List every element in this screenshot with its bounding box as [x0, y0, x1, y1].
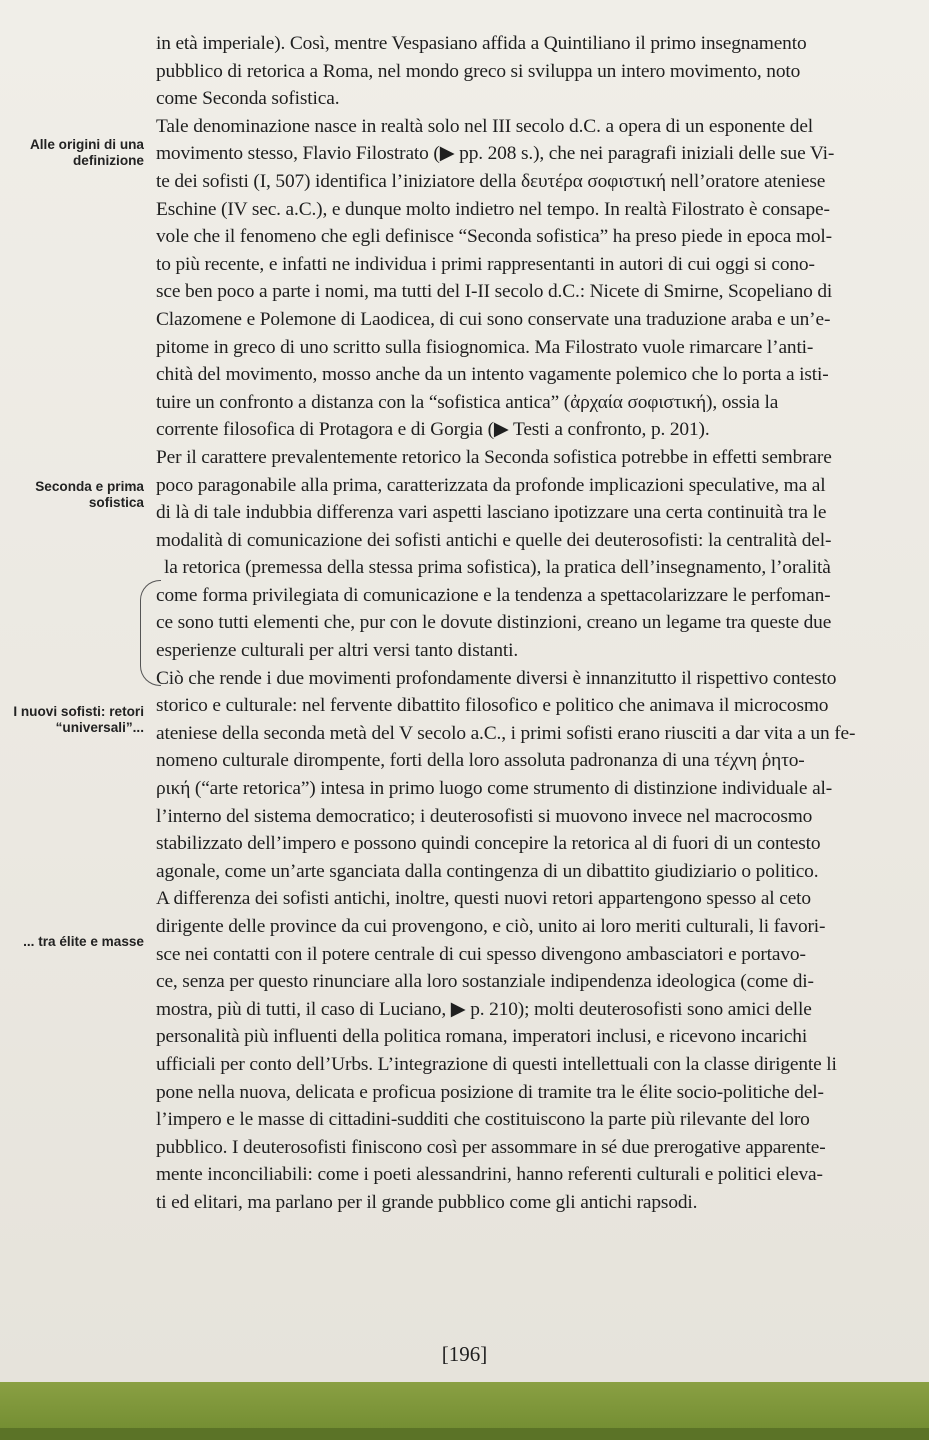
side-note-tra-elite: ... tra élite e masse — [23, 934, 144, 949]
text-line: Ciò che rende i due movimenti profondamente diversi è innanzitutto il rispettivo contesto — [156, 667, 837, 689]
text-line: Per il carattere prevalentemente retorico la Seconda sofistica potrebbe in effetti sembrare — [156, 446, 832, 468]
text-line: A differenza dei sofisti antichi, inoltre, questi nuovi retori appartengono spesso al ceto — [156, 888, 811, 910]
page-number: [196] — [441, 1342, 488, 1366]
text-line: vole che il fenomeno che egli definisce “Seconda sofistica” ha preso piede in epoca mol- — [156, 226, 832, 248]
text-line: esperienze culturali per altri versi tanto distanti. — [156, 640, 519, 662]
text-line: storico e culturale: nel fervente dibattito filosofico e politico che animava il microcosmo — [156, 695, 829, 717]
text-line: ce sono tutti elementi che, pur con le dovute distinzioni, creano un legame tra queste due — [156, 612, 832, 634]
text-line: di là di tale indubbia differenza vari aspetti lasciano ipotizzare una certa continuità tra le — [156, 502, 827, 524]
text-line: personalità più influenti della politica romana, imperatori inclusi, e ricevono incarichi — [156, 1026, 808, 1048]
text-line: sce nei contatti con il potere centrale di cui spesso divengono ambasciatori e portavo- — [156, 943, 806, 965]
text-line: mente inconciliabili: come i poeti alessandrini, hanno referenti culturali e politici eleva- — [156, 1164, 823, 1186]
text-line: chità del movimento, mosso anche da un intento vagamente polemico che lo porta a isti- — [156, 364, 829, 386]
text-line: dirigente delle province da cui provengono, e ciò, unito ai loro meriti culturali, li favori- — [156, 916, 826, 937]
text-line: sce ben poco a parte i nomi, ma tutti del I-II secolo d.C.: Nicete di Smirne, Scopeliano di — [156, 281, 833, 303]
side-note-nuovi-sofisti: I nuovi sofisti: retori “universali”... — [13, 704, 144, 735]
text-line: pubblico. I deuterosofisti finiscono così per assommare in sé due prerogative apparente- — [156, 1136, 826, 1158]
body-text — [156, 30, 926, 1217]
side-note-origini: Alle origini di una definizione — [29, 137, 144, 168]
text-line: ufficiali per conto dell’Urbs. L’integrazione di questi intellettuali con la classe dirigente li — [156, 1053, 837, 1075]
text-line: ρική (“arte retorica”) intesa in primo luogo come strumento di distinzione individuale al- — [156, 778, 833, 800]
text-line: pone nella nuova, delicata e proficua posizione di tramite tra le élite socio-politiche del- — [156, 1081, 824, 1103]
text-line: te dei sofisti (I, 507) identifica l’iniziatore della δευτέρα σοφιστική nell’oratore ateniese — [156, 170, 826, 192]
text-line: movimento stesso, Flavio Filostrato (▶ pp. 208 s.), che nei paragrafi iniziali delle sue Vi- — [156, 143, 835, 165]
table-surface-band — [0, 1382, 929, 1440]
text-line: stabilizzato dell’impero e possono quindi concepire la retorica al di fuori di un contesto — [156, 833, 821, 855]
text-line: come Seconda sofistica. — [156, 88, 340, 110]
text-line: Tale denominazione nasce in realtà solo nel III secolo d.C. a opera di un esponente del — [156, 115, 814, 137]
text-line: Eschine (IV sec. a.C.), e dunque molto indietro nel tempo. In realtà Filostrato è consape- — [156, 198, 830, 220]
text-line: to più recente, e infatti ne individua i primi rappresentanti in autori di cui oggi si cono- — [156, 253, 815, 275]
text-line: pubblico di retorica a Roma, nel mondo greco si sviluppa un intero movimento, noto — [156, 60, 801, 82]
text-line: agonale, come un’arte sganciata dalla contingenza di un dibattito giudiziario o politico. — [156, 860, 819, 882]
text-line: nomeno culturale dirompente, forti della loro assoluta padronanza di una τέχνη ῥητο- — [156, 750, 805, 772]
text-line: modalità di comunicazione dei sofisti antichi e quelle dei deuterosofisti: la centralità del- — [156, 529, 832, 551]
text-line: ti ed elitari, ma parlano per il grande pubblico come gli antichi rapsodi. — [156, 1191, 698, 1213]
text-line: corrente filosofica di Protagora e di Gorgia (▶ Testi a confronto, p. 201). — [156, 419, 710, 441]
text-line: in età imperiale). Così, mentre Vespasiano affida a Quintiliano il primo insegnamento — [156, 33, 807, 54]
text-line: ce, senza per questo rinunciare alla loro sostanziale indipendenza ideologica (come di- — [156, 971, 814, 993]
text-line: poco paragonabile alla prima, caratterizzata da profonde implicazioni speculative, ma al — [156, 474, 826, 496]
text-line: l’interno del sistema democratico; i deuterosofisti si muovono invece nel macrocosmo — [156, 805, 813, 827]
text-line: Clazomene e Polemone di Laodicea, di cui sono conservate una traduzione araba e un’e- — [156, 308, 831, 330]
text-line: come forma privilegiata di comunicazione e la tendenza a spettacolarizzare le perfoman- — [156, 584, 831, 606]
text-line: tuire un confronto a distanza con la “sofistica antica” (ἀρχαία σοφιστική), ossia la — [156, 391, 779, 413]
text-line: pitome in greco di uno scritto sulla fisiognomica. Ma Filostrato vuole rimarcare l’anti- — [156, 336, 814, 358]
text-line: mostra, più di tutti, il caso di Luciano, ▶ p. 210); molti deuterosofisti sono amici delle — [156, 998, 812, 1020]
side-note-seconda-prima: Seconda e prima sofistica — [35, 479, 144, 510]
text-line: ateniese della seconda metà del V secolo a.C., i primi sofisti erano riusciti a dar vita a un fe- — [156, 722, 856, 744]
text-line: l’impero e le masse di cittadini-sudditi che costituiscono la parte più rilevante del loro — [156, 1109, 810, 1131]
text-line: la retorica (premessa della stessa prima sofistica), la pratica dell’insegnamento, l’oralità — [164, 557, 831, 579]
